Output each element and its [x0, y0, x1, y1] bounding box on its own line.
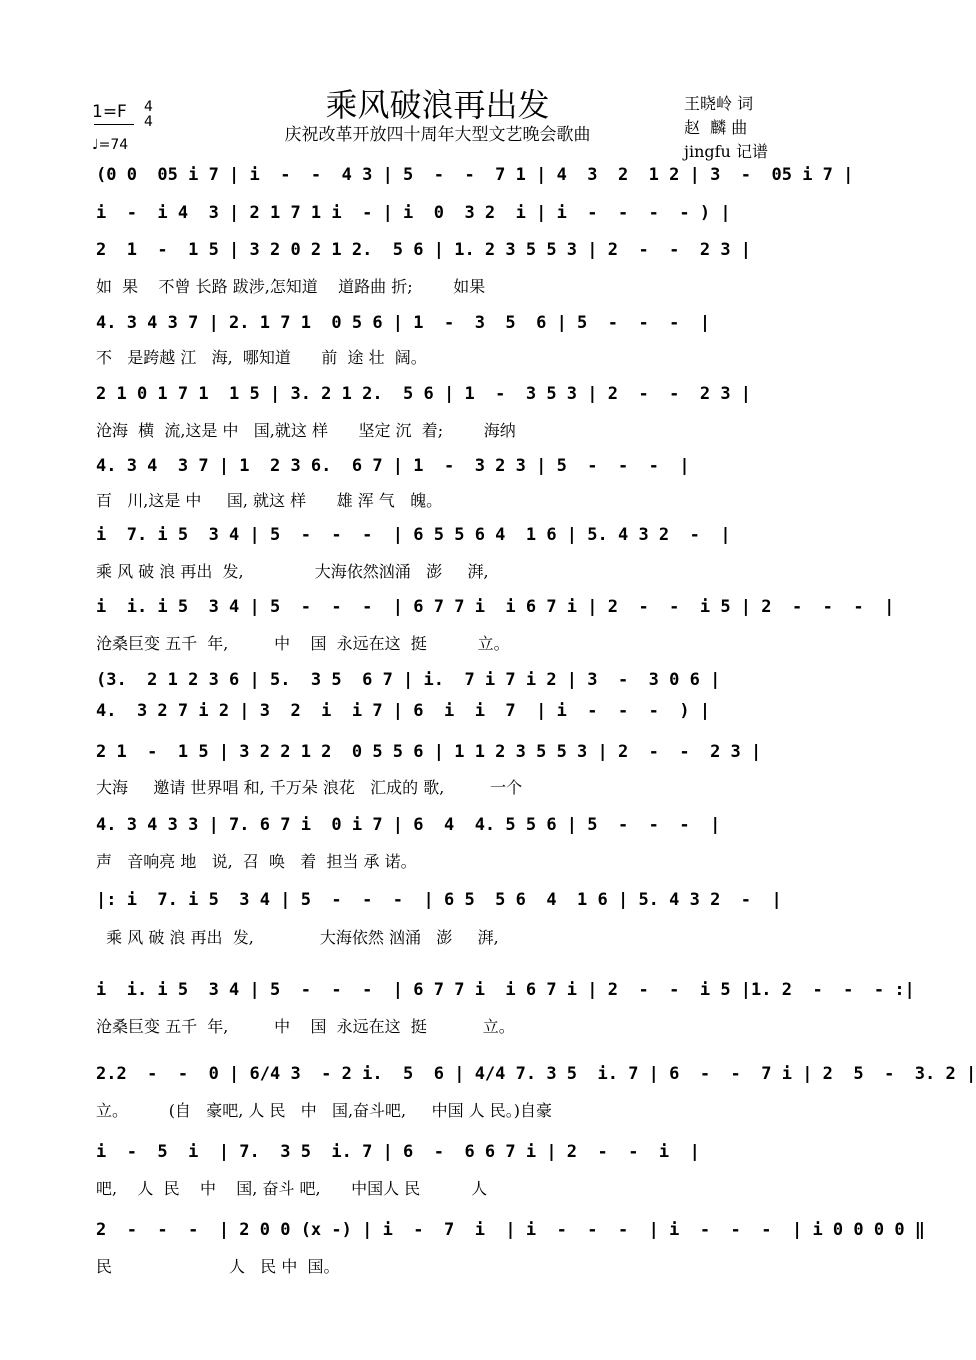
lyrics-row: 如 果 不曾 长路 跋涉,怎知道 道路曲 折; 如果 — [96, 277, 486, 296]
notation-row: 2 1 - 1 5 | 3 2 0 2 1 2. 5 6 | 1. 2 3 5 5 3 | 2 - - 2 3 | — [96, 240, 752, 260]
lyrics-row: 大海 邀请 世界唱 和, 千万朵 浪花 汇成的 歌, 一个 — [96, 778, 523, 797]
lyricist-credit: 王晓岭 词 — [684, 94, 754, 113]
lyrics-row: 吧, 人 民 中 国, 奋斗 吧, 中国人 民 人 — [96, 1179, 488, 1198]
tempo-value: =74 — [98, 137, 129, 153]
lyrics-row: 声 音响亮 地 说, 召 唤 着 担当 承 诺。 — [96, 852, 417, 871]
notation-row: 2.2 - - 0 | 6/4 3 - 2 i. 5 6 | 4/4 7. 3 5 i. 7 | 6 - - 7 i | 2 5 - 3. 2 | — [96, 1064, 976, 1084]
tempo-marking: ♩=74 — [92, 137, 129, 153]
lyrics-row: 沧桑巨变 五千 年, 中 国 永远在这 挺 立。 — [96, 634, 510, 653]
lyrics-row: 沧桑巨变 五千 年, 中 国 永远在这 挺 立。 — [96, 1017, 515, 1036]
notation-row: i - 5 i | 7. 3 5 i. 7 | 6 - 6 6 7 i | 2 - - i | — [96, 1142, 700, 1162]
time-signature — [144, 100, 153, 130]
notation-row: 4. 3 4 3 3 | 7. 6 7 i 0 i 7 | 6 4 4. 5 5 6 | 5 - - - | — [96, 815, 721, 835]
lyrics-row: 百 川,这是 中 国, 就这 样 雄 浑 气 魄。 — [96, 491, 443, 510]
notation-row: i 7. i 5 3 4 | 5 - - - | 6 5 5 6 4 1 6 | 5. 4 3 2 - | — [96, 525, 731, 545]
notation-row: 4. 3 4 3 7 | 2. 1 7 1 0 5 6 | 1 - 3 5 6 | 5 - - - | — [96, 313, 711, 333]
notation-row: (0 0 05 i 7 | i - - 4 3 | 5 - - 7 1 | 4 3 2 1 2 | 3 - 05 i 7 | — [96, 165, 854, 185]
notation-row: i i. i 5 3 4 | 5 - - - | 6 7 7 i i 6 7 i | 2 - - i 5 |1. 2 - - - :| — [96, 980, 915, 1000]
lyrics-row: 乘 风 破 浪 再出 发, 大海依然汹涌 澎 湃, — [96, 562, 489, 581]
song-title: 乘风破浪再出发 — [325, 86, 550, 124]
lyrics-row: 民 人 民 中 国。 — [96, 1257, 340, 1276]
notation-row: 2 1 - 1 5 | 3 2 2 1 2 0 5 5 6 | 1 1 2 3 5 5 3 | 2 - - 2 3 | — [96, 742, 762, 762]
lyrics-row: 立。 (自 豪吧, 人 民 中 国,奋斗吧, 中国 人 民。)自豪 — [96, 1101, 552, 1120]
time-signature-bottom: 4 — [144, 114, 153, 130]
notation-row: |: i 7. i 5 3 4 | 5 - - - | 6 5 5 6 4 1 6 | 5. 4 3 2 - | — [96, 890, 782, 910]
lyrics-row: 乘 风 破 浪 再出 发, 大海依然 汹涌 澎 湃, — [96, 928, 499, 947]
notation-row: 4. 3 4 3 7 | 1 2 3 6. 6 7 | 1 - 3 2 3 | 5 - - - | — [96, 456, 690, 476]
time-signature-top: 4 — [144, 99, 153, 115]
notation-row: i i. i 5 3 4 | 5 - - - | 6 7 7 i i 6 7 i | 2 - - i 5 | 2 - - - | — [96, 597, 895, 617]
lyrics-row: 不 是跨越 江 海, 哪知道 前 途 壮 阔。 — [96, 348, 427, 367]
composer-credit: 赵 麟 曲 — [684, 118, 748, 137]
lyrics-row: 沧海 横 流,这是 中 国,就这 样 坚定 沉 着; 海纳 — [96, 421, 516, 440]
notation-row: 2 1 0 1 7 1 1 5 | 3. 2 1 2. 5 6 | 1 - 3 5 3 | 2 - - 2 3 | — [96, 384, 752, 404]
notation-row: 2 - - - | 2 0 0 (x -) | i - 7 i | i - - - | i - - - | i 0 0 0 0 ‖ — [96, 1220, 926, 1240]
notation-row: (3. 2 1 2 3 6 | 5. 3 5 6 7 | i. 7 i 7 i 2 | 3 - 3 0 6 | — [96, 670, 721, 690]
transcriber-credit: jingfu 记谱 — [684, 142, 768, 161]
key-signature: 1=F — [92, 102, 127, 122]
key-underline — [94, 124, 134, 125]
credits — [684, 92, 768, 164]
notation-row: i - i 4 3 | 2 1 7 1 i - | i 0 3 2 i | i - - - - ) | — [96, 203, 731, 223]
song-subtitle: 庆祝改革开放四十周年大型文艺晚会歌曲 — [284, 125, 591, 145]
notation-row: 4. 3 2 7 i 2 | 3 2 i i 7 | 6 i i 7 | i - - - ) | — [96, 701, 711, 721]
